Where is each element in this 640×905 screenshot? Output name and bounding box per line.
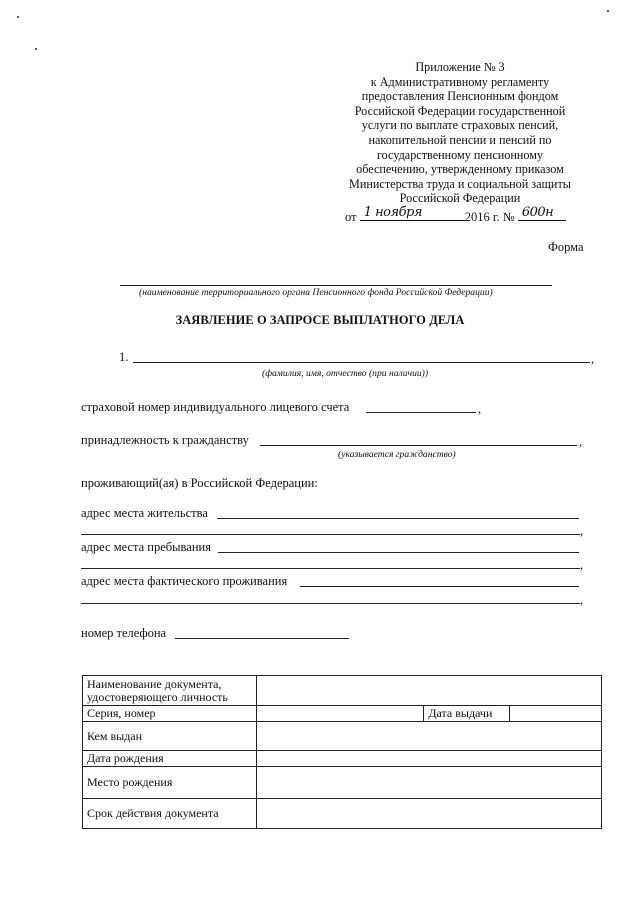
issued-by-label: Кем выдан: [83, 722, 257, 751]
birth-date-value[interactable]: [256, 751, 601, 767]
citizenship-label: принадлежность к гражданству: [81, 433, 249, 447]
address-stay-label: адрес места пребывания: [81, 540, 211, 554]
appendix-line: Приложение № 3: [415, 60, 505, 74]
identity-document-table: [82, 675, 602, 829]
address-actual-field-2[interactable]: [81, 603, 580, 604]
form-label: Форма: [548, 240, 584, 254]
appendix-line: услуги по выплате страховых пенсий,: [361, 118, 559, 133]
citizenship-caption: (указывается гражданство): [338, 449, 456, 460]
appendix-line: государственному пенсионному: [376, 147, 544, 162]
snils-label: страховой номер индивидуального лицевого счета: [81, 400, 350, 414]
issue-date-value[interactable]: [510, 706, 602, 722]
issued-by-value[interactable]: [256, 722, 601, 751]
fio-field[interactable]: [133, 362, 590, 363]
validity-value[interactable]: [256, 799, 601, 829]
table-row: [83, 799, 602, 829]
scan-mark: [17, 16, 19, 18]
snils-field[interactable]: [366, 412, 476, 413]
appendix-line: Российской Федерации государственной: [354, 103, 566, 118]
date-prefix: от: [345, 210, 357, 224]
date-field: [360, 207, 465, 221]
appendix-line: Российской Федерации: [399, 191, 521, 206]
residing-label: проживающий(ая) в Российской Федерации:: [81, 476, 318, 490]
citizenship-comma: ,: [579, 435, 583, 449]
order-date-line: [345, 207, 566, 225]
address-actual-label: адрес места фактического проживания: [81, 574, 288, 588]
fio-comma: ,: [591, 352, 595, 366]
citizenship-field[interactable]: [260, 445, 577, 446]
address-stay-field[interactable]: [218, 552, 579, 553]
address-residence-comma: ,: [580, 524, 584, 538]
address-residence-field-2[interactable]: [81, 534, 580, 535]
item-number: 1.: [119, 350, 129, 364]
address-actual-field[interactable]: [300, 586, 579, 587]
scan-mark: [35, 48, 37, 50]
address-stay-comma: ,: [580, 558, 584, 572]
handwritten-number: 600н: [521, 205, 554, 220]
birth-place-value[interactable]: [256, 767, 601, 799]
table-row: [83, 751, 602, 767]
number-field: [518, 207, 566, 221]
appendix-line: обеспечению, утвержденному приказом: [356, 162, 564, 177]
address-residence-label: адрес места жительства: [81, 506, 208, 520]
phone-label: номер телефона: [81, 626, 167, 640]
appendix-header: [300, 60, 620, 206]
appendix-line: к Административному регламенту: [370, 74, 550, 89]
appendix-line: Министерства труда и социальной защиты: [349, 176, 571, 191]
address-stay-field-2[interactable]: [81, 568, 580, 569]
handwritten-date: 1 ноября: [363, 205, 422, 220]
birth-place-label: Место рождения: [83, 767, 257, 799]
doc-name-value[interactable]: [256, 676, 601, 706]
territorial-body-caption: (наименование территориального органа Пенсионного фонда Российской Федерации): [139, 287, 493, 298]
scan-mark: [607, 10, 609, 12]
validity-label: Срок действия документа: [83, 799, 257, 829]
birth-date-label: Дата рождения: [83, 751, 257, 767]
territorial-body-field[interactable]: [120, 285, 552, 286]
issue-date-label: Дата выдачи: [424, 706, 510, 722]
table-row: [83, 706, 602, 722]
address-actual-comma: ,: [580, 593, 584, 607]
table-row: [83, 767, 602, 799]
fio-caption: (фамилия, имя, отчество (при наличии)): [262, 368, 429, 379]
table-row: [83, 722, 602, 751]
address-residence-field[interactable]: [217, 518, 579, 519]
snils-comma: ,: [478, 402, 482, 416]
phone-field[interactable]: [175, 638, 349, 639]
doc-name-label: Наименование документа, удостоверяющего личность: [83, 676, 257, 706]
series-number-value[interactable]: [256, 706, 424, 722]
series-number-label: Серия, номер: [83, 706, 257, 722]
appendix-line: предоставления Пенсионным фондом: [361, 89, 559, 104]
table-row: [83, 676, 602, 706]
document-title: ЗАЯВЛЕНИЕ О ЗАПРОСЕ ВЫПЛАТНОГО ДЕЛА: [175, 313, 465, 327]
year-text: 2016 г. №: [464, 210, 515, 224]
appendix-line: накопительной пенсии и пенсий по: [368, 132, 552, 147]
